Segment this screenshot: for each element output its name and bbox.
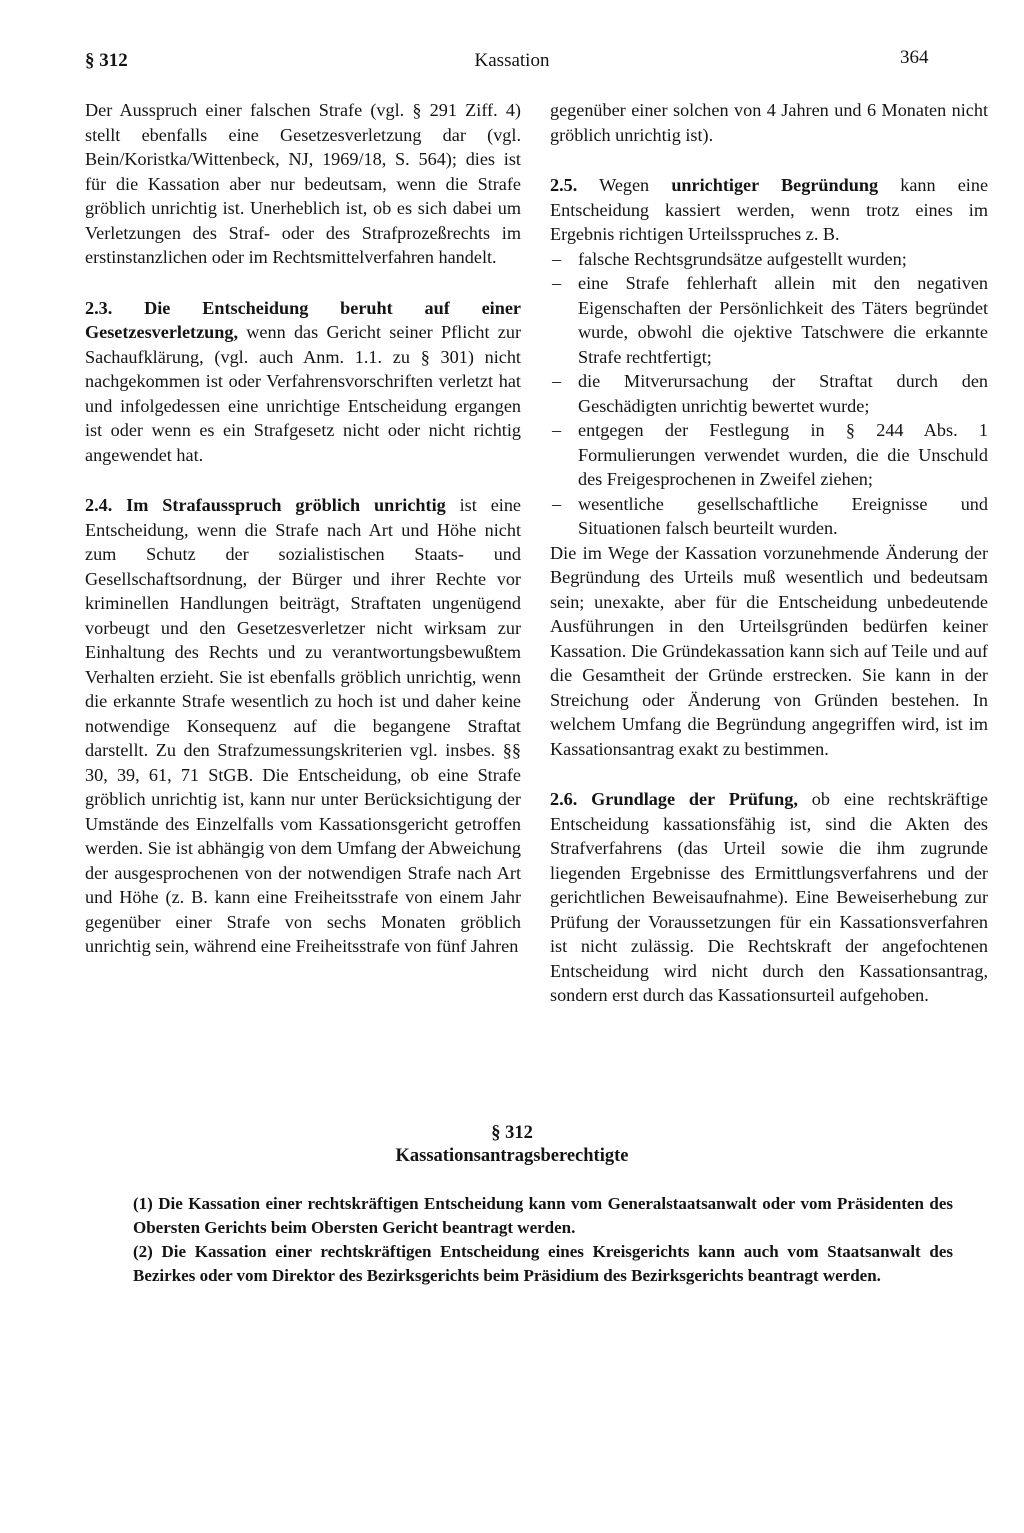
list-item: – die Mitverursachung der Straftat durch den Geschädigten unrichtig bewertet wurde;	[550, 369, 988, 418]
paragraph-2-3	[85, 296, 521, 468]
list-item: – entgegen der Festlegung in § 244 Abs. 1 Formulierungen verwendet wurden, die die Unschuld des Freigesprochenen in Zweifel ziehen;	[550, 418, 988, 492]
paragraph-number: 2.3.	[85, 297, 113, 318]
paragraph-number: 2.5.	[550, 175, 578, 195]
running-header-title: Kassation	[474, 50, 550, 71]
section-number: § 312	[491, 1123, 533, 1143]
page-number: 364	[900, 47, 929, 68]
paragraph-strafe: Der Ausspruch einer falschen Strafe (vgl. § 291 Ziff. 4) stellt ebenfalls eine Gesetzesverletzung dar (vgl. Bein/Koristka/Wittenbeck, NJ, 1969/18, S. 564); dies ist für die Kassation aber nur bedeutsam, wenn die Strafe gröblich unrichtig ist. Unerheblich ist, ob es sich dabei um Verletzungen des Straf- oder des Strafprozeßrechts im erstinstanzlichen oder im Rechtsmittelverfahren handelt.	[85, 100, 521, 267]
paragraph-heading: unrichtiger Begründung	[671, 175, 879, 195]
law-text	[133, 1192, 953, 1288]
left-column	[85, 98, 521, 959]
law-paragraph-2: (2) Die Kassation einer rechtskräftigen Entscheidung eines Kreisgerichts kann auch vom Staatsanwalt des Bezirkes oder vom Direktor des Bezirksgerichts beim Präsidium des Bezirksgerichts beantragt werden.	[133, 1242, 953, 1285]
paragraph-text: ob eine rechtskräftige Entscheidung kassationsfähig ist, sind die Akten des Strafverfahrens (das Urteil sowie die ihm zugrunde liegenden Ergebnisse des Ermittlungsverfahrens und der gerichtlichen Beweisaufnahme). Eine Beweiserhebung zur Prüfung der Voraussetzungen für ein Kassationsverfahren ist nicht zulässig. Die Rechtskraft der angefochtenen Entscheidung wird nicht durch den Kassationsantrag, sondern erst durch das Kassationsurteil aufgehoben.	[550, 789, 988, 1005]
paragraph-2-6	[550, 787, 988, 1008]
paragraph-heading: 2.6. Grundlage der Prüfung,	[550, 789, 798, 809]
paragraph-gruendekassation: Die im Wege der Kassation vorzunehmende Änderung der Begründung des Urteils muß wesentlich und bedeutsam sein; unexakte, aber für die Entscheidung unbedeutende Ausführungen in den Urteilsgründen bedürfen keiner Kassation. Die Gründekassation kann sich auf Teile und auf die Gesamtheit der Gründe erstrecken. Sie kann in der Streichung oder Änderung von Gründen bestehen. In welchem Umfang die Begründung angegriffen wird, ist im Kassationsantrag exakt zu bestimmen.	[550, 542, 988, 759]
right-column	[550, 98, 988, 1008]
dash-list	[550, 247, 988, 541]
paragraph-text: Wegen	[599, 175, 650, 195]
paragraph-text: wenn das Gericht seiner Pflicht zur Sachaufklärung, (vgl. auch Anm. 1.1. zu § 301) nicht nachgekommen ist oder Verfahrensvorschriften verletzt hat und infolgedessen eine unrichtige Entscheidung ergangen ist oder wenn es ein Strafgesetz nicht oder nicht richtig angewendet hat.	[85, 322, 521, 465]
paragraph-text: ist eine Entscheidung, wenn die Strafe nach Art und Höhe nicht zum Schutz der sozialistischen Staats- und Gesellschaftsordnung, der Bürger und ihrer Rechte vor kriminellen Handlungen beiträgt, Straftaten ungenügend vorbeugt und den Gesetzesverletzer nicht wirksam zur Einhaltung des Rechts und zu verantwortungsbewußtem Verhalten erzieht. Sie ist ebenfalls gröblich unrichtig, wenn die erkannte Strafe wesentlich zu hoch ist und daher keine notwendige Konsequenz auf die begangene Straftat darstellt. Zu den Strafzumessungskriterien vgl. insbes. §§ 30, 39, 61, 71 StGB. Die Entscheidung, ob eine Strafe gröblich unrichtig ist, kann nur unter Berücksichtigung der Umstände des Einzelfalls vom Kassationsgericht getroffen werden. Sie ist abhängig von dem Umfang der Abweichung der ausgesprochenen von der notwendigen Strafe nach Art und Höhe (z. B. kann eine Freiheitsstrafe von einem Jahr gegenüber einer Strafe von sechs Monaten gröblich unrichtig sein, während eine Freiheitsstrafe von fünf Jahren	[85, 495, 521, 956]
paragraph-text: kann eine Entscheidung kassiert werden, wenn trotz eines im Ergebnis richtigen Urteilsspruches z. B.	[550, 175, 989, 244]
paragraph-continuation: gegenüber einer solchen von 4 Jahren und 6 Monaten nicht gröblich unrichtig ist).	[550, 100, 988, 145]
paragraph-2-4	[85, 493, 521, 959]
paragraph-2-5	[550, 173, 988, 247]
list-item: – eine Strafe fehlerhaft allein mit den negativen Eigenschaften der Persönlichkeit des Täters begründet wurde, obwohl die ojektive Tatschwere die erkannte Strafe rechtfertigt;	[550, 271, 988, 369]
law-paragraph-1: (1) Die Kassation einer rechtskräftigen Entscheidung kann vom Generalstaatsanwalt oder vom Präsidenten des Obersten Gerichts beim Obersten Gericht beantragt werden.	[133, 1194, 953, 1237]
paragraph-heading: Die Entscheidung beruht auf einer Gesetzesverletzung,	[85, 297, 521, 342]
section-title: Kassationsantragsberechtigte	[395, 1146, 629, 1166]
running-header-section: § 312	[85, 50, 128, 71]
paragraph-heading: 2.4. Im Strafausspruch gröblich unrichtig	[85, 495, 446, 515]
list-item: – falsche Rechtsgrundsätze aufgestellt wurden;	[550, 247, 988, 272]
list-item: – wesentliche gesellschaftliche Ereignisse und Situationen falsch beurteilt wurden.	[550, 492, 988, 541]
